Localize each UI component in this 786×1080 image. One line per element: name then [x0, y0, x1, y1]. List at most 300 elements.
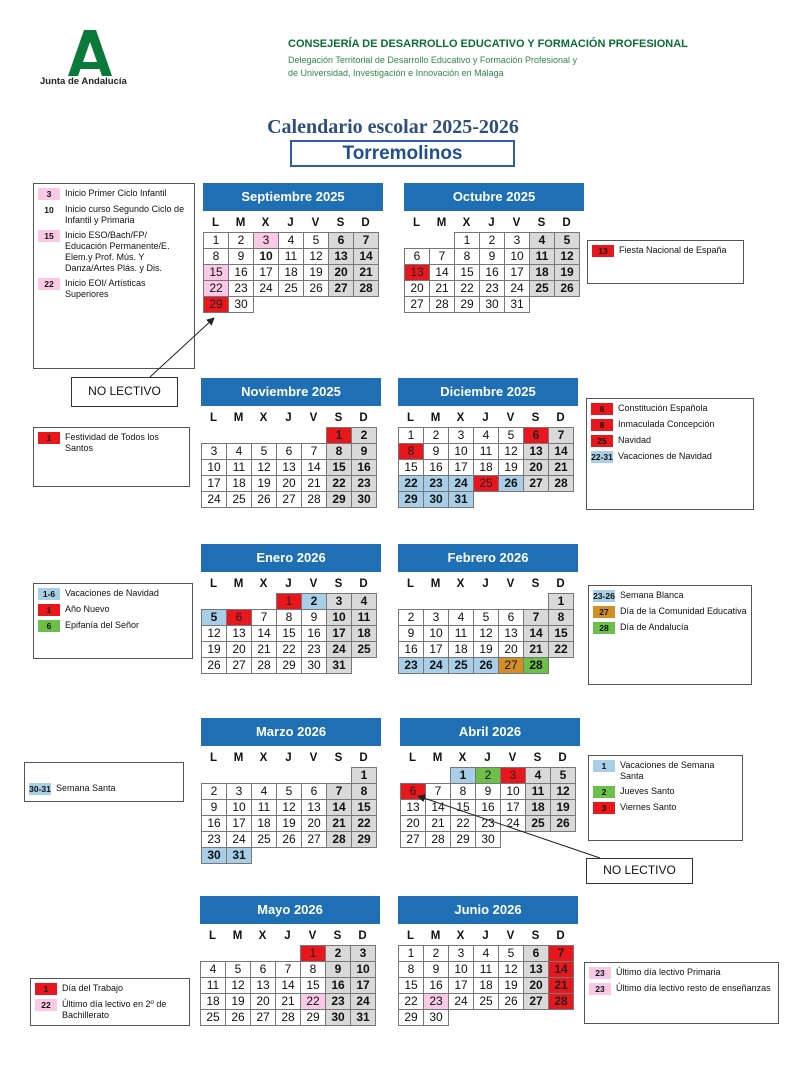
day-cell: 19: [498, 977, 524, 994]
day-cell: 30: [228, 296, 254, 313]
month-header: Enero 2026: [201, 544, 381, 572]
weekday-label: D: [556, 412, 565, 424]
day-cell: 15: [398, 977, 424, 994]
day-cell: 20: [523, 977, 549, 994]
weekday-label: M: [233, 752, 244, 764]
day-cell: 9: [201, 799, 227, 816]
weekday-label: S: [531, 412, 540, 424]
legend-swatch: 10: [44, 205, 54, 215]
day-cell: 15: [351, 799, 377, 816]
weekday-label: X: [259, 752, 268, 764]
weekday-label: S: [531, 930, 540, 942]
day-cell: 4: [525, 767, 551, 784]
day-cell: 6: [404, 248, 430, 265]
day-cell: 21: [429, 280, 455, 297]
day-cell: 24: [500, 815, 526, 832]
day-cell: 20: [400, 815, 426, 832]
legend-swatch: 6: [591, 403, 613, 415]
weekday-label: D: [359, 412, 368, 424]
day-cell: 3: [201, 443, 227, 460]
day-cell: 22: [454, 280, 480, 297]
day-cell: 4: [200, 961, 226, 978]
weekday-label: J: [284, 930, 291, 942]
day-cell: 3: [504, 232, 530, 249]
day-cell: 26: [276, 831, 302, 848]
day-cell: 28: [429, 296, 455, 313]
day-cell: 6: [400, 783, 426, 800]
day-cell: 12: [554, 248, 580, 265]
weekday-label: J: [482, 930, 489, 942]
day-cell: 11: [448, 625, 474, 642]
day-cell: 21: [251, 641, 277, 658]
town-box: Torremolinos: [290, 140, 515, 167]
day-cell: 8: [351, 783, 377, 800]
legend-text: Día de Andalucía: [620, 622, 689, 632]
day-cell: 17: [350, 977, 376, 994]
day-cell: 25: [200, 1009, 226, 1026]
weekday-label: S: [531, 578, 540, 590]
day-cell: 10: [500, 783, 526, 800]
day-cell: 27: [498, 657, 524, 674]
weekday-label: V: [508, 752, 517, 764]
weekday-label: S: [333, 930, 342, 942]
day-cell: 7: [251, 609, 277, 626]
day-cell: 16: [351, 459, 377, 476]
legend-swatch: 3: [593, 802, 615, 814]
weekday-label: S: [334, 578, 343, 590]
day-cell: 1: [326, 427, 352, 444]
weekday-label: D: [558, 752, 567, 764]
day-cell: 24: [448, 993, 474, 1010]
weekday-label: V: [512, 217, 521, 229]
month-header: Marzo 2026: [201, 718, 381, 746]
legend-swatch: 6: [38, 620, 60, 632]
month-header: Junio 2026: [398, 896, 578, 924]
month-header: Septiembre 2025: [203, 183, 383, 211]
day-cell: 14: [548, 961, 574, 978]
day-cell: 19: [251, 475, 277, 492]
weekday-label: V: [309, 752, 318, 764]
day-cell: 31: [448, 491, 474, 508]
day-cell: 31: [350, 1009, 376, 1026]
day-cell: 29: [300, 1009, 326, 1026]
day-cell: 6: [226, 609, 252, 626]
day-cell: 20: [328, 264, 354, 281]
weekday-label: X: [462, 217, 471, 229]
page-title: Calendario escolar 2025-2026: [267, 116, 519, 138]
day-cell: 20: [404, 280, 430, 297]
day-cell: 23: [325, 993, 351, 1010]
weekday-label: S: [336, 217, 345, 229]
day-cell: 18: [351, 625, 377, 642]
day-cell: 8: [454, 248, 480, 265]
day-cell: 9: [228, 248, 254, 265]
day-cell: 15: [326, 459, 352, 476]
day-cell: 27: [328, 280, 354, 297]
day-cell: 30: [325, 1009, 351, 1026]
day-cell: 25: [525, 815, 551, 832]
day-cell: 1: [548, 593, 574, 610]
day-cell: 24: [448, 475, 474, 492]
day-cell: 16: [475, 799, 501, 816]
day-cell: 15: [450, 799, 476, 816]
day-cell: 29: [351, 831, 377, 848]
day-cell: 20: [250, 993, 276, 1010]
day-cell: 28: [523, 657, 549, 674]
day-cell: 8: [450, 783, 476, 800]
day-cell: 25: [473, 993, 499, 1010]
day-cell: 20: [276, 475, 302, 492]
day-cell: 18: [473, 977, 499, 994]
day-cell: 22: [450, 815, 476, 832]
legend-swatch: 23: [589, 967, 611, 979]
weekday-label: J: [285, 578, 292, 590]
weekday-label: J: [285, 752, 292, 764]
day-cell: 11: [200, 977, 226, 994]
day-cell: 3: [423, 609, 449, 626]
day-cell: 23: [423, 993, 449, 1010]
day-cell: 13: [226, 625, 252, 642]
day-cell: 27: [523, 475, 549, 492]
day-cell: 26: [498, 993, 524, 1010]
day-cell: 4: [226, 443, 252, 460]
legend-text: Fiesta Nacional de España: [619, 245, 727, 255]
day-cell: 8: [300, 961, 326, 978]
weekday-label: J: [482, 412, 489, 424]
weekday-label: M: [232, 930, 243, 942]
day-cell: 2: [398, 609, 424, 626]
day-cell: 18: [226, 475, 252, 492]
weekday-label: X: [261, 217, 270, 229]
day-cell: 7: [301, 443, 327, 460]
day-cell: 7: [353, 232, 379, 249]
day-cell: 5: [251, 443, 277, 460]
day-cell: 28: [548, 475, 574, 492]
day-cell: 11: [226, 459, 252, 476]
day-cell: 2: [479, 232, 505, 249]
weekday-label: D: [359, 578, 368, 590]
day-cell: 11: [473, 443, 499, 460]
day-cell: 5: [473, 609, 499, 626]
day-cell: 23: [423, 475, 449, 492]
day-cell: 8: [548, 609, 574, 626]
legend-swatch: 1-6: [38, 588, 60, 600]
day-cell: 2: [351, 427, 377, 444]
day-cell: 4: [448, 609, 474, 626]
day-cell: 20: [301, 815, 327, 832]
day-cell: 11: [278, 248, 304, 265]
day-cell: 24: [423, 657, 449, 674]
day-cell: 13: [523, 961, 549, 978]
legend-swatch: 25: [591, 435, 613, 447]
day-cell: 19: [550, 799, 576, 816]
day-cell: 31: [226, 847, 252, 864]
day-cell: 7: [326, 783, 352, 800]
day-cell: 18: [525, 799, 551, 816]
day-cell: 9: [423, 961, 449, 978]
org-line-1: CONSEJERÍA DE DESARROLLO EDUCATIVO Y FORMACIÓN PROFESIONAL: [288, 38, 688, 50]
day-cell: 27: [404, 296, 430, 313]
day-cell: 18: [251, 815, 277, 832]
day-cell: 14: [425, 799, 451, 816]
day-cell: 17: [448, 977, 474, 994]
weekday-label: J: [482, 578, 489, 590]
day-cell: 17: [500, 799, 526, 816]
day-cell: 14: [251, 625, 277, 642]
legend-swatch: 3: [38, 188, 60, 200]
weekday-label: M: [233, 412, 244, 424]
day-cell: 13: [276, 459, 302, 476]
day-cell: 21: [548, 977, 574, 994]
weekday-label: L: [211, 217, 220, 229]
weekday-label: S: [533, 752, 542, 764]
legend-swatch: 13: [592, 245, 614, 257]
day-cell: 5: [201, 609, 227, 626]
legend-text: Último día lectivo en 2º de Bachillerato: [62, 999, 167, 1020]
day-cell: 30: [423, 491, 449, 508]
day-cell: 15: [548, 625, 574, 642]
weekday-label: S: [334, 412, 343, 424]
weekday-label: M: [430, 578, 441, 590]
day-cell: 10: [504, 248, 530, 265]
day-cell: 12: [201, 625, 227, 642]
day-cell: 13: [250, 977, 276, 994]
day-cell: 20: [226, 641, 252, 658]
legend-text: Último día lectivo resto de enseñanzas: [616, 983, 771, 993]
day-cell: 4: [251, 783, 277, 800]
legend-swatch: 28: [593, 622, 615, 634]
day-cell: 10: [423, 625, 449, 642]
legend-text: Navidad: [618, 435, 652, 445]
month-header: Noviembre 2025: [201, 378, 381, 406]
weekday-label: V: [506, 578, 515, 590]
day-cell: 10: [448, 961, 474, 978]
day-cell: 16: [201, 815, 227, 832]
day-cell: 13: [301, 799, 327, 816]
weekday-label: L: [406, 578, 415, 590]
day-cell: 1: [398, 945, 424, 962]
day-cell: 6: [523, 945, 549, 962]
day-cell: 2: [201, 783, 227, 800]
day-cell: 5: [554, 232, 580, 249]
weekday-label: X: [456, 930, 465, 942]
day-cell: 24: [326, 641, 352, 658]
day-cell: 14: [548, 443, 574, 460]
legend-swatch: 8: [591, 419, 613, 431]
org-line-2: Delegación Territorial de Desarrollo Educativo y Formación Profesional y: [288, 55, 577, 65]
weekday-label: J: [484, 752, 491, 764]
day-cell: 16: [423, 977, 449, 994]
day-cell: 23: [351, 475, 377, 492]
legend-text: Semana Blanca: [620, 590, 684, 600]
day-cell: 31: [504, 296, 530, 313]
weekday-label: M: [233, 578, 244, 590]
day-cell: 6: [498, 609, 524, 626]
legend-text: Inmaculada Concepción: [618, 419, 715, 429]
legend-text: Último día lectivo Primaria: [616, 967, 721, 977]
day-cell: 28: [251, 657, 277, 674]
day-cell: 10: [253, 248, 279, 265]
month-header: Febrero 2026: [398, 544, 578, 572]
day-cell: 14: [353, 248, 379, 265]
day-cell: 6: [250, 961, 276, 978]
day-cell: 16: [325, 977, 351, 994]
day-cell: 22: [548, 641, 574, 658]
day-cell: 18: [448, 641, 474, 658]
day-cell: 24: [226, 831, 252, 848]
day-cell: 15: [276, 625, 302, 642]
day-cell: 1: [454, 232, 480, 249]
day-cell: 19: [276, 815, 302, 832]
day-cell: 28: [353, 280, 379, 297]
legend-text: Vacaciones de Navidad: [618, 451, 712, 461]
day-cell: 25: [448, 657, 474, 674]
day-cell: 3: [500, 767, 526, 784]
day-cell: 27: [523, 993, 549, 1010]
weekday-label: L: [209, 412, 218, 424]
day-cell: 18: [200, 993, 226, 1010]
legend-text: Vacaciones de Navidad: [65, 588, 159, 598]
day-cell: 27: [301, 831, 327, 848]
no-lectivo-note-1: NO LECTIVO: [71, 377, 178, 407]
day-cell: 15: [454, 264, 480, 281]
day-cell: 8: [276, 609, 302, 626]
day-cell: 19: [303, 264, 329, 281]
legend-swatch: 23: [589, 983, 611, 995]
day-cell: 3: [253, 232, 279, 249]
day-cell: 26: [225, 1009, 251, 1026]
day-cell: 11: [351, 609, 377, 626]
day-cell: 22: [300, 993, 326, 1010]
day-cell: 22: [398, 993, 424, 1010]
weekday-label: M: [432, 752, 443, 764]
legend-swatch: 2: [593, 786, 615, 798]
day-cell: 4: [529, 232, 555, 249]
day-cell: 17: [326, 625, 352, 642]
weekday-label: M: [436, 217, 447, 229]
day-cell: 12: [276, 799, 302, 816]
day-cell: 23: [398, 657, 424, 674]
legend-swatch: 22-31: [591, 452, 613, 462]
day-cell: 1: [203, 232, 229, 249]
day-cell: 16: [423, 459, 449, 476]
day-cell: 27: [276, 491, 302, 508]
weekday-label: X: [458, 752, 467, 764]
day-cell: 26: [303, 280, 329, 297]
weekday-label: V: [308, 930, 317, 942]
day-cell: 5: [303, 232, 329, 249]
day-cell: 23: [228, 280, 254, 297]
weekday-label: S: [334, 752, 343, 764]
day-cell: 5: [276, 783, 302, 800]
day-cell: 12: [498, 961, 524, 978]
day-cell: 13: [523, 443, 549, 460]
weekday-label: L: [408, 752, 417, 764]
day-cell: 3: [326, 593, 352, 610]
day-cell: 20: [498, 641, 524, 658]
day-cell: 29: [276, 657, 302, 674]
weekday-label: J: [285, 412, 292, 424]
legend-swatch: 27: [593, 606, 615, 618]
day-cell: 12: [498, 443, 524, 460]
legend-swatch: 23-26: [593, 591, 615, 601]
day-cell: 21: [523, 641, 549, 658]
day-cell: 18: [473, 459, 499, 476]
legend-text: Día del Trabajo: [62, 983, 124, 993]
org-line-3: de Universidad, Investigación e Innovación en Málaga: [288, 68, 504, 78]
day-cell: 2: [301, 593, 327, 610]
day-cell: 1: [351, 767, 377, 784]
day-cell: 22: [203, 280, 229, 297]
day-cell: 27: [250, 1009, 276, 1026]
day-cell: 13: [400, 799, 426, 816]
day-cell: 9: [325, 961, 351, 978]
day-cell: 13: [498, 625, 524, 642]
weekday-label: D: [358, 930, 367, 942]
legend-text: Jueves Santo: [620, 786, 675, 796]
day-cell: 30: [423, 1009, 449, 1026]
day-cell: 4: [473, 427, 499, 444]
logo-text: Junta de Andalucía: [40, 76, 127, 87]
day-cell: 6: [301, 783, 327, 800]
weekday-label: L: [208, 930, 217, 942]
day-cell: 19: [225, 993, 251, 1010]
day-cell: 17: [448, 459, 474, 476]
day-cell: 19: [473, 641, 499, 658]
day-cell: 17: [201, 475, 227, 492]
weekday-label: M: [235, 217, 246, 229]
day-cell: 3: [448, 945, 474, 962]
day-cell: 1: [398, 427, 424, 444]
weekday-label: L: [209, 752, 218, 764]
day-cell: 12: [550, 783, 576, 800]
weekday-label: S: [537, 217, 546, 229]
legend-text: Año Nuevo: [65, 604, 110, 614]
day-cell: 22: [326, 475, 352, 492]
weekday-label: L: [406, 930, 415, 942]
month-header: Octubre 2025: [404, 183, 584, 211]
day-cell: 9: [351, 443, 377, 460]
day-cell: 29: [203, 296, 229, 313]
day-cell: 7: [548, 427, 574, 444]
day-cell: 9: [479, 248, 505, 265]
day-cell: 26: [251, 491, 277, 508]
day-cell: 9: [301, 609, 327, 626]
day-cell: 11: [251, 799, 277, 816]
day-cell: 10: [201, 459, 227, 476]
day-cell: 7: [548, 945, 574, 962]
day-cell: 12: [225, 977, 251, 994]
day-cell: 2: [325, 945, 351, 962]
weekday-label: L: [412, 217, 421, 229]
day-cell: 25: [278, 280, 304, 297]
day-cell: 29: [454, 296, 480, 313]
day-cell: 25: [226, 491, 252, 508]
weekday-label: X: [259, 578, 268, 590]
day-cell: 19: [498, 459, 524, 476]
day-cell: 28: [425, 831, 451, 848]
weekday-label: J: [488, 217, 495, 229]
day-cell: 8: [398, 443, 424, 460]
day-cell: 14: [429, 264, 455, 281]
day-cell: 29: [398, 1009, 424, 1026]
day-cell: 21: [301, 475, 327, 492]
legend-text: Inicio Primer Ciclo Infantil: [65, 188, 167, 198]
day-cell: 21: [425, 815, 451, 832]
day-cell: 30: [351, 491, 377, 508]
legend-text: Vacaciones de Semana Santa: [620, 760, 715, 781]
day-cell: 21: [326, 815, 352, 832]
